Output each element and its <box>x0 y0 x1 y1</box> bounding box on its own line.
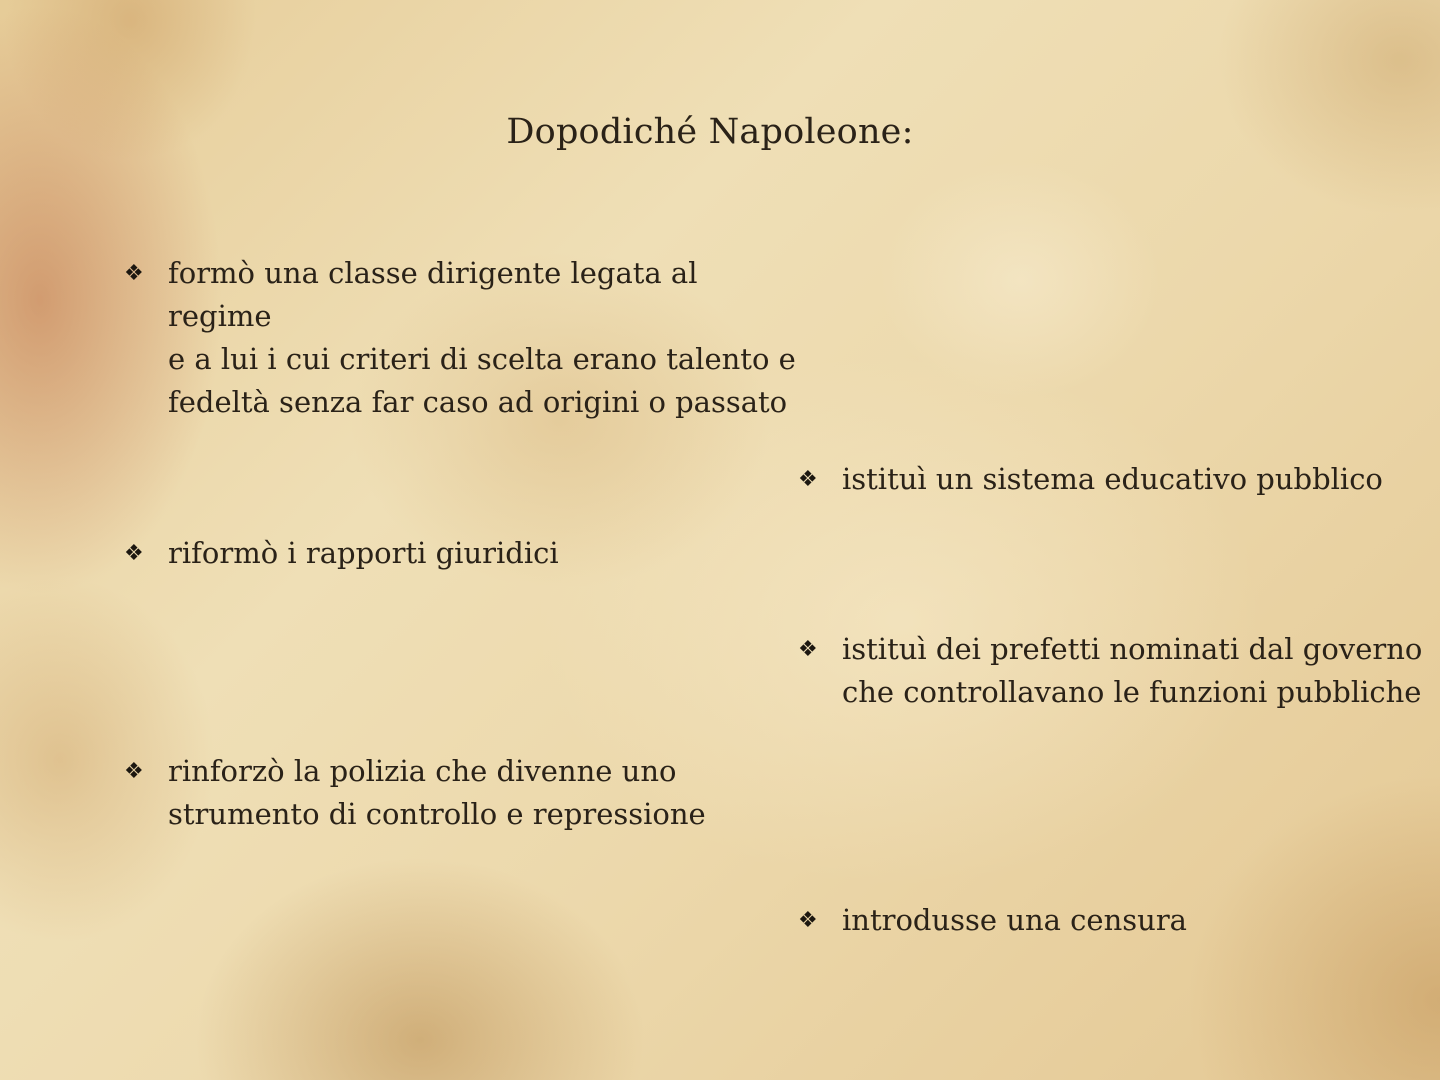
diamond-bullet-icon: ❖ <box>124 261 144 286</box>
diamond-bullet-icon: ❖ <box>798 467 818 492</box>
diamond-bullet-icon: ❖ <box>124 759 144 784</box>
diamond-bullet-icon: ❖ <box>798 637 818 662</box>
diamond-bullet-icon: ❖ <box>798 908 818 933</box>
bullet-text: istituì dei prefetti nominati dal governo che controllavano le funzioni pubbliche <box>842 632 1423 709</box>
bullet-text: riformò i rapporti giuridici <box>168 536 559 570</box>
slide-title: Dopodiché Napoleone: <box>506 112 914 152</box>
bullet-item-polizia <box>124 750 744 836</box>
bullet-item-rapporti-giuridici <box>124 532 724 575</box>
bullet-text: rinforzò la polizia che divenne uno strumento di controllo e repressione <box>168 754 706 831</box>
bullet-item-censura <box>798 899 1398 942</box>
bullet-item-prefetti <box>798 628 1428 714</box>
bullet-item-sistema-educativo <box>798 458 1428 501</box>
bullet-text: istituì un sistema educativo pubblico <box>842 462 1383 496</box>
diamond-bullet-icon: ❖ <box>124 541 144 566</box>
bullet-text: formò una classe dirigente legata al regime e a lui i cui criteri di scelta erano talento e fedeltà senza far caso ad origini o passato <box>168 256 796 419</box>
bullet-item-classe-dirigente <box>124 252 804 424</box>
bullet-text: introdusse una censura <box>842 903 1187 937</box>
